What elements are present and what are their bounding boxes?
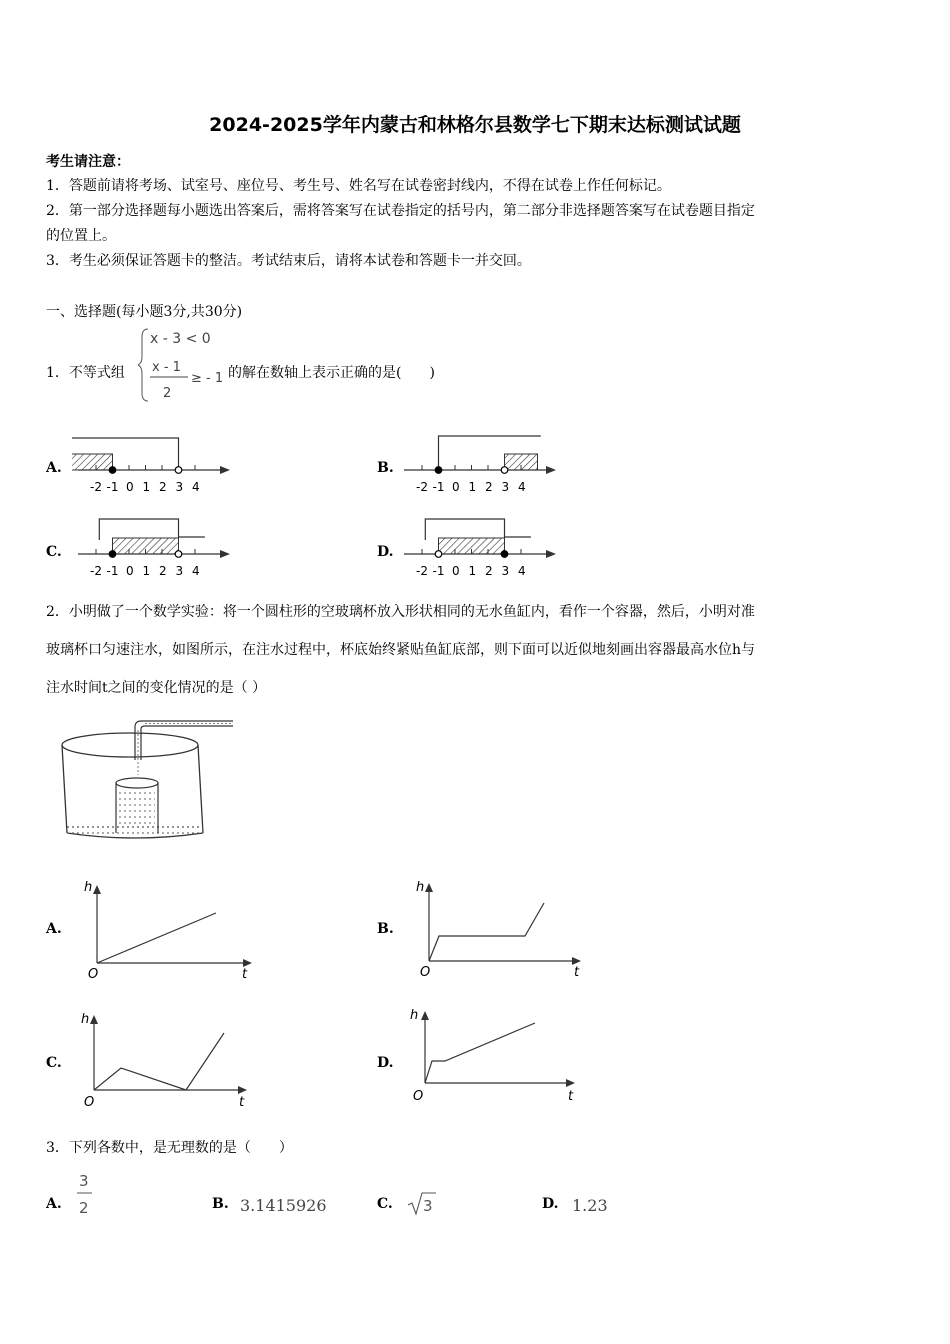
q1-inequality-system: [138, 325, 238, 405]
q1-option-b-numberline[interactable]: [398, 430, 563, 498]
q1-option-d-numberline[interactable]: [398, 514, 563, 582]
q1-ineq-2-den: 2: [163, 386, 172, 401]
tick-label: 0: [126, 480, 134, 494]
q3-a-num: 3: [79, 1172, 89, 1190]
notice-item-3: 3．考生必须保证答题卡的整洁。考试结束后，请将本试卷和答题卡一并交回。: [46, 253, 531, 269]
notice-heading: 考生请注意：: [46, 154, 130, 170]
q3-text: 3．下列各数中，是无理数的是（ ）: [46, 1140, 293, 1156]
q2-text-2: 玻璃杯口匀速注水，如图所示，在注水过程中，杯底始终紧贴鱼缸底部，则下面可以近似地刻画出容器最高水位h与: [46, 642, 756, 658]
q3-a-den: 2: [79, 1199, 89, 1217]
tick-label: 3: [501, 480, 510, 494]
q2-b-origin: O: [420, 965, 431, 980]
tick-label: 0: [126, 564, 134, 578]
q1-option-c-numberline[interactable]: [72, 514, 237, 582]
bracket-line: [425, 519, 531, 540]
tick-label: 3: [501, 564, 510, 578]
q1-prefix: 1．不等式组: [46, 365, 125, 381]
solution-region: [72, 454, 113, 470]
tick-label: 1: [142, 564, 151, 578]
tick-label: 1: [468, 480, 477, 494]
solution-region: [505, 454, 538, 470]
q1-option-d-label[interactable]: D.: [377, 544, 394, 560]
q2-c-axis-t: t: [239, 1095, 245, 1110]
tick-label: -2: [90, 564, 102, 578]
open-point: [175, 551, 182, 558]
tick-label: -1: [106, 564, 119, 578]
tick-label: -1: [432, 564, 445, 578]
q3-option-d-label[interactable]: D.: [542, 1196, 559, 1212]
q3-option-c-label[interactable]: C.: [377, 1196, 393, 1212]
tick-label: 4: [518, 480, 526, 494]
q2-option-b-graph[interactable]: [412, 873, 592, 983]
q2-b-axis-h: h: [416, 880, 425, 895]
tick-label: -1: [432, 480, 445, 494]
tick-label: -2: [416, 564, 428, 578]
q3-c-radicand: 3: [423, 1197, 433, 1215]
q2-text-1: 2．小明做了一个数学实验：将一个圆柱形的空玻璃杯放入形状相同的无水鱼缸内，看作一个容器，然后，小明对准: [46, 604, 755, 620]
q1-ineq-1: x - 3 < 0: [150, 331, 211, 347]
q3-option-a-fraction: [74, 1168, 98, 1220]
q1-ineq-2-rhs: ≥ - 1: [191, 371, 224, 386]
q2-text-3: 注水时间t之间的变化情况的是（ ）: [46, 680, 267, 696]
q2-d-axis-t: t: [568, 1089, 574, 1104]
q2-option-b-label[interactable]: B.: [377, 921, 394, 937]
closed-point: [109, 551, 116, 558]
page-title: 2024-2025学年内蒙古和林格尔县数学七下期末达标测试试题: [209, 114, 741, 136]
bracket-line: [99, 519, 205, 540]
tick-label: 1: [142, 480, 151, 494]
solution-region: [439, 538, 505, 554]
q2-option-d-label[interactable]: D.: [377, 1055, 394, 1071]
q1-option-a-label[interactable]: A.: [46, 460, 62, 476]
section-heading: 一、选择题(每小题3分,共30分): [46, 304, 243, 320]
open-point: [175, 467, 182, 474]
q2-option-c-graph[interactable]: [78, 1005, 258, 1115]
axis-arrow: [220, 466, 230, 474]
axis-arrow: [220, 550, 230, 558]
q2-option-a-graph[interactable]: [80, 875, 260, 985]
q3-option-b-value: 3.1415926: [240, 1196, 327, 1215]
q2-d-axis-h: h: [410, 1008, 419, 1023]
q3-option-c-sqrt: [406, 1190, 438, 1218]
q1-option-c-label[interactable]: C.: [46, 544, 62, 560]
q2-a-axis-t: t: [242, 967, 248, 982]
tick-label: 2: [485, 480, 493, 494]
notice-item-1: 1．答题前请将考场、试室号、座位号、考生号、姓名写在试卷密封线内，不得在试卷上作任何标记。: [46, 178, 671, 194]
q3-option-d-value: 1.23: [572, 1196, 608, 1215]
tick-label: 4: [192, 480, 200, 494]
axis-arrow: [546, 550, 556, 558]
q2-a-origin: O: [88, 967, 99, 982]
q1-ineq-2-num: x - 1: [152, 360, 181, 375]
tick-label: 1: [468, 564, 477, 578]
tick-label: 2: [485, 564, 493, 578]
q2-option-a-label[interactable]: A.: [46, 921, 62, 937]
fish-tank-illustration: [55, 715, 240, 845]
notice-item-2-cont: 的位置上。: [46, 228, 116, 244]
q1-option-b-label[interactable]: B.: [377, 460, 394, 476]
tick-label: 2: [159, 564, 167, 578]
tick-label: 0: [452, 564, 460, 578]
closed-point: [501, 551, 508, 558]
tick-label: -2: [416, 480, 428, 494]
tick-label: -1: [106, 480, 119, 494]
q1-suffix: 的解在数轴上表示正确的是( ): [228, 365, 435, 381]
q2-a-axis-h: h: [84, 880, 93, 895]
solution-region: [113, 538, 179, 554]
q2-c-axis-h: h: [81, 1012, 90, 1027]
tick-label: 0: [452, 480, 460, 494]
q3-option-a-label[interactable]: A.: [46, 1196, 62, 1212]
axis-arrow: [546, 466, 556, 474]
closed-point: [109, 467, 116, 474]
tick-label: 2: [159, 480, 167, 494]
q2-option-d-graph[interactable]: [408, 1003, 588, 1113]
open-point: [501, 467, 508, 474]
tick-label: 3: [175, 564, 184, 578]
closed-point: [435, 467, 442, 474]
q2-b-axis-t: t: [574, 965, 580, 980]
q2-c-origin: O: [84, 1095, 95, 1110]
tick-label: 4: [192, 564, 200, 578]
open-point: [435, 551, 442, 558]
notice-item-2: 2．第一部分选择题每小题选出答案后，需将答案写在试卷指定的括号内，第二部分非选择题答案写在试卷题目指定: [46, 203, 755, 219]
q1-option-a-numberline[interactable]: [72, 430, 237, 498]
tick-label: 4: [518, 564, 526, 578]
q2-option-c-label[interactable]: C.: [46, 1055, 62, 1071]
q3-option-b-label[interactable]: B.: [212, 1196, 229, 1212]
q2-d-origin: O: [413, 1089, 424, 1104]
tick-label: -2: [90, 480, 102, 494]
tick-label: 3: [175, 480, 184, 494]
